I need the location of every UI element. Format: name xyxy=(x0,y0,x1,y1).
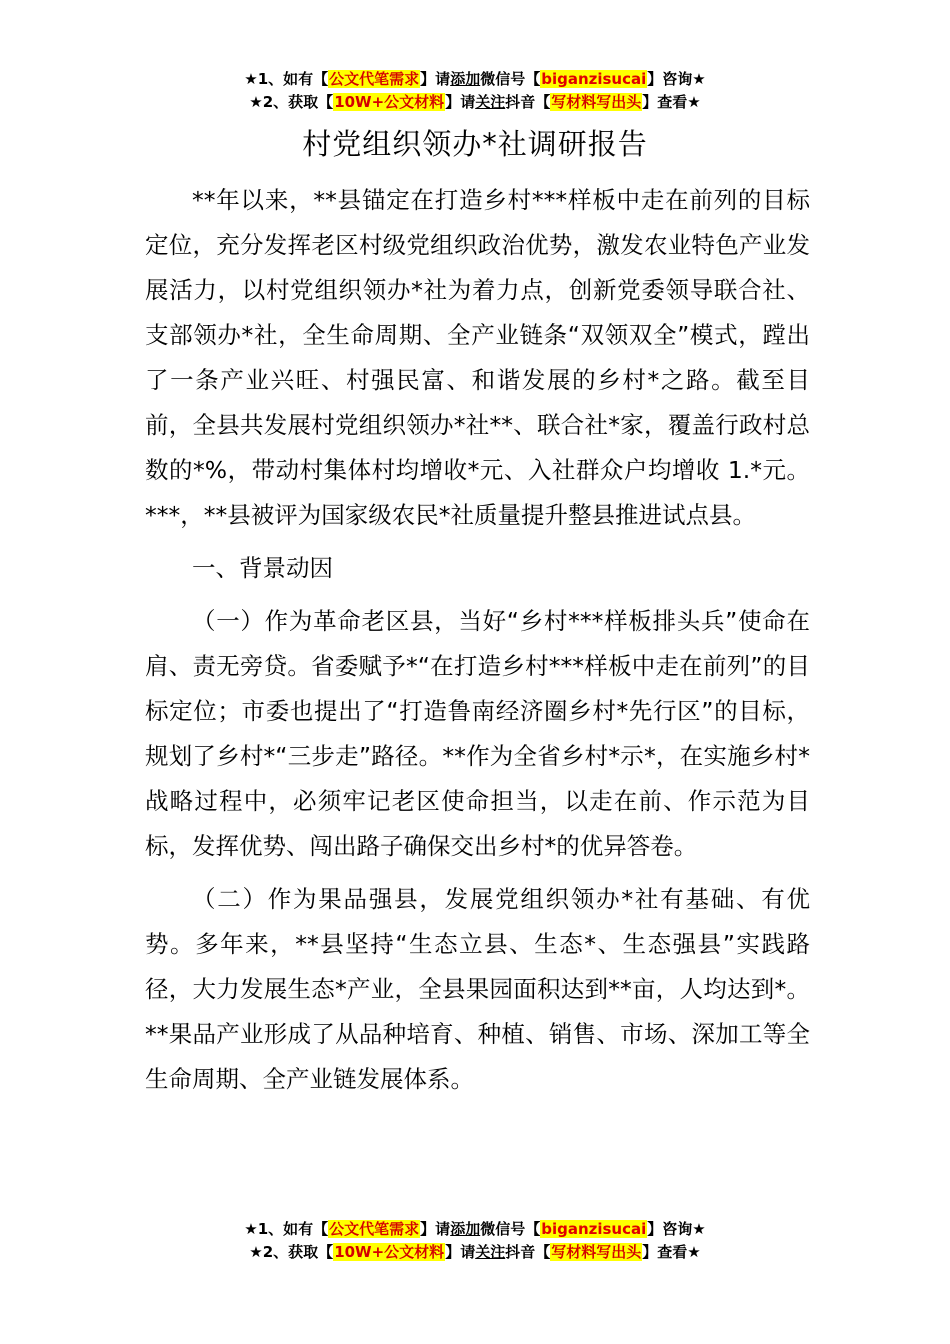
banner-text: 抖音【 xyxy=(505,93,551,111)
paragraph-intro: **年以来，**县锚定在打造乡村***样板中走在前列的目标定位，充分发挥老区村级党组织政治优势，激发农业特色产业发展活力，以村党组织领办*社为着力点，创新党委领导联合社、支部领办*社，全生命周期、全产业链条“双领双全”模式，蹚出了一条产业兴旺、村强民富、和谐发展的乡村*之路。截至目前，全县共发展村党组织领办*社**、联合社*家，覆盖行政村总数的*%，带动村集体村均增收*元、入社群众户均增收 1.*元。***，**县被评为国家级农民*社质量提升整县推进试点县。 xyxy=(145,186,810,529)
banner-text: ★1、如有【 xyxy=(244,1220,329,1238)
banner-text: ★1、如有【 xyxy=(244,70,329,88)
bottom-banner xyxy=(0,1218,950,1264)
banner-emphasis: 添加 xyxy=(450,1220,481,1238)
banner-text: 】查看★ xyxy=(642,1243,701,1261)
banner-emphasis: 关注 xyxy=(475,93,506,111)
banner-line-2 xyxy=(0,1241,950,1264)
banner-emphasis: 添加 xyxy=(450,70,481,88)
banner-wechat-id: biganzisucai xyxy=(541,1220,647,1238)
banner-text: ★2、获取【 xyxy=(249,93,334,111)
banner-highlight: 10W+公文材料 xyxy=(334,93,445,111)
banner-text: 】咨询★ xyxy=(647,1220,706,1238)
banner-text: 】请 xyxy=(420,70,451,88)
banner-douyin-id: 写材料写出头 xyxy=(551,1243,642,1261)
banner-text: 】查看★ xyxy=(642,93,701,111)
document-title: 村党组织领办*社调研报告 xyxy=(302,127,648,161)
banner-text: 】请 xyxy=(445,93,476,111)
paragraph-subsection-1: （一）作为革命老区县，当好“乡村***样板排头兵”使命在肩、责无旁贷。省委赋予*“在打造乡村***样板中走在前列”的目标定位；市委也提出了“打造鲁南经济圈乡村*先行区”的目标，规划了乡村*“三步走”路径。**作为全省乡村*示*，在实施乡村*战略过程中，必须牢记老区使命担当，以走在前、作示范为目标，发挥优势、闯出路子确保交出乡村*的优异答卷。 xyxy=(145,607,810,860)
banner-highlight: 公文代笔需求 xyxy=(329,1220,420,1238)
section-heading: 一、背景动因 xyxy=(192,554,333,582)
banner-text: 】请 xyxy=(420,1220,451,1238)
document-body xyxy=(145,178,810,1102)
banner-text: 微信号【 xyxy=(480,1220,541,1238)
banner-text: 】咨询★ xyxy=(647,70,706,88)
banner-text: ★2、获取【 xyxy=(249,1243,334,1261)
top-banner xyxy=(0,68,950,114)
banner-text: 微信号【 xyxy=(480,70,541,88)
banner-highlight: 公文代笔需求 xyxy=(329,70,420,88)
banner-douyin-id: 写材料写出头 xyxy=(551,93,642,111)
banner-line-2 xyxy=(0,91,950,114)
banner-line-1 xyxy=(0,68,950,91)
banner-line-1 xyxy=(0,1218,950,1241)
banner-text: 抖音【 xyxy=(505,1243,551,1261)
banner-text: 】请 xyxy=(445,1243,476,1261)
banner-highlight: 10W+公文材料 xyxy=(334,1243,445,1261)
banner-emphasis: 关注 xyxy=(475,1243,506,1261)
banner-wechat-id: biganzisucai xyxy=(541,70,647,88)
paragraph-subsection-2: （二）作为果品强县，发展党组织领办*社有基础、有优势。多年来，**县坚持“生态立县、生态*、生态强县”实践路径，大力发展生态*产业，全县果园面积达到**亩，人均达到*。**果品产业形成了从品种培育、种植、销售、市场、深加工等全生命周期、全产业链发展体系。 xyxy=(145,885,810,1093)
